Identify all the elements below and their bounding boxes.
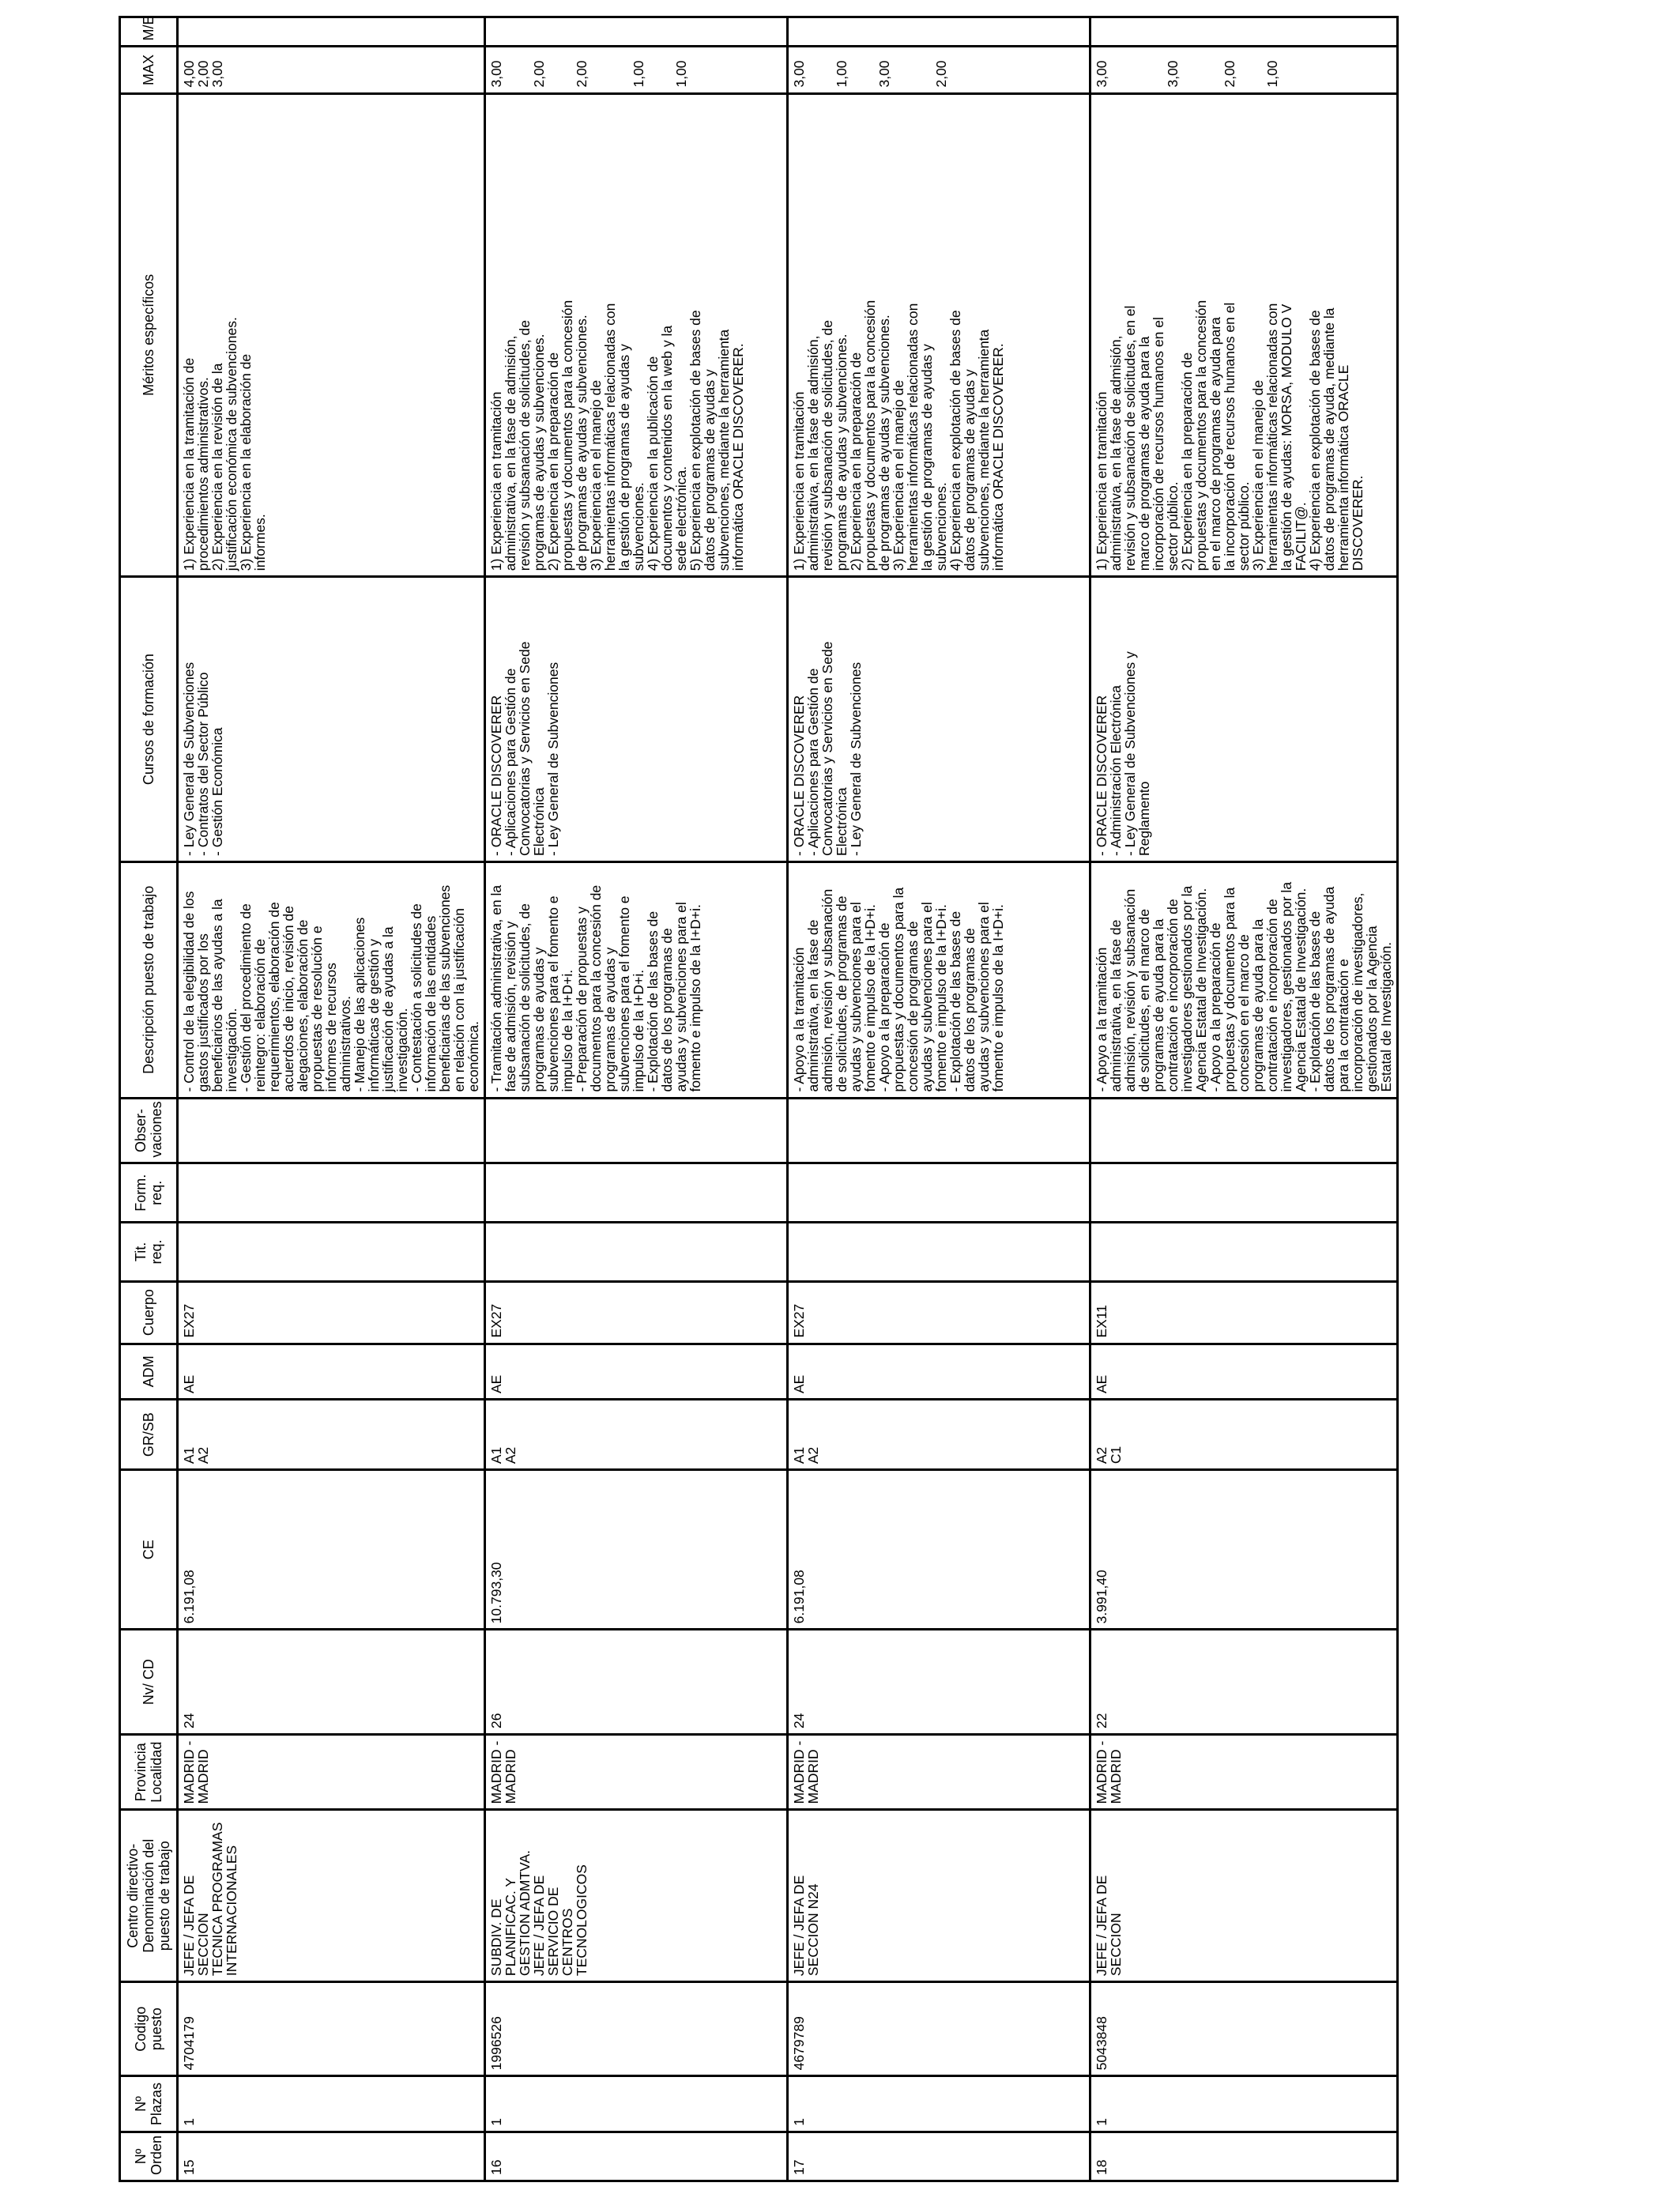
col-header-ce: CE (120, 1470, 178, 1630)
cell-descripcion: - Tramitación administrativa, en la fase de admisión, revisión y subsanación de solicitudes, de programas de ayudas y subvenciones para el fomento e impulso de la I+D+i. - Preparación de propuestas y documentos para la concesión de programas de ayudas y subvenciones para el fomento e impulso de la I+D+i. - Explotación de las bases de datos de los programas de ayudas y subvenciones para el fomento e impulso de la I+D+i. (485, 861, 788, 1098)
cell-meritos: 1) Experiencia en tramitación administrativa, en la fase de admisión, revisión y subsanación de solicitudes, de programas de ayudas y subvenciones. 2) Experiencia en la preparación de propuestas y documentos para la concesión de programas de ayudas y subvenciones. 3) Experiencia en el manejo de herramientas informáticas relacionadas con la gestión de programas de ayudas y subvenciones. 4) Experiencia en explotación de bases de datos de programas de ayudas y subvenciones, mediante la herramienta informática ORACLE DISCOVERER. (788, 93, 1090, 577)
cell-adm: AE (1090, 1344, 1398, 1399)
cell-descripcion: - Apoyo a la tramitación administrativa, en la fase de admisión, revisión y subsanación de solicitudes, de programas de ayudas y subvenciones para el fomento e impulso de la I+D+i. - Apoyo a la preparación de propuestas y documentos para la concesión de programas de ayudas y subvenciones para el fomento e impulso de la I+D+i. - Explotación de las bases de datos de los programas de ayudas y subvenciones para el fomento e impulso de la I+D+i. (788, 861, 1090, 1098)
col-header-tit: Tit. req. (120, 1223, 178, 1282)
cell-nivel: 24 (178, 1630, 485, 1735)
cell-form (788, 1163, 1090, 1223)
cell-provincia: MADRID - MADRID (788, 1735, 1090, 1810)
cell-provincia: MADRID - MADRID (485, 1735, 788, 1810)
cell-grsb: A1 A2 (178, 1400, 485, 1470)
cell-centro: JEFE / JEFA DE SECCION N24 (788, 1810, 1090, 1982)
cell-ce: 10.793,30 (485, 1470, 788, 1630)
cell-meritos: 1) Experiencia en tramitación administrativa, en la fase de admisión, revisión y subsanación de solicitudes, en el marco de programas de ayuda para la incorporación de recursos humanos en el sector público. 2) Experiencia en la preparación de propuestas y documentos para la concesión en el marco de programas de ayuda para la incorporación de recursos humanos en el sector público. 3) Experiencia en el manejo de herramientas informáticas relacionadas con la gestión de ayudas: MORSA, MODULO V FACILIT@. 4) Experiencia en explotación de bases de datos de programas de ayuda, mediante la herramienta informática ORACLE DISCOVERER. (1090, 93, 1398, 577)
table-row (178, 17, 485, 2181)
col-header-centro: Centro directivo- Denominación del puesto de trabajo (120, 1810, 178, 1982)
cell-grsb: A1 A2 (788, 1400, 1090, 1470)
cell-codigo: 1996526 (485, 1982, 788, 2076)
cell-obs (178, 1098, 485, 1163)
cell-orden: 16 (485, 2132, 788, 2181)
col-header-orden: Nº Orden (120, 2132, 178, 2181)
cell-tit (788, 1223, 1090, 1282)
cell-max: 3,00 1,00 3,00 2,00 (788, 47, 1090, 93)
col-header-form: Form. req. (120, 1163, 178, 1223)
col-header-codigo: Codigo puesto (120, 1982, 178, 2076)
cell-provincia: MADRID - MADRID (178, 1735, 485, 1810)
cell-nivel: 24 (788, 1630, 1090, 1735)
cell-max: 3,00 3,00 2,00 1,00 (1090, 47, 1398, 93)
table-row (788, 17, 1090, 2181)
cell-cursos: - ORACLE DISCOVERER - Administración Electrónica - Ley General de Subvenciones y Reglamento (1090, 577, 1398, 862)
cell-obs (788, 1098, 1090, 1163)
col-header-me: M/E (120, 17, 178, 47)
cell-codigo: 5043848 (1090, 1982, 1398, 2076)
cell-me (1090, 17, 1398, 47)
cell-descripcion: - Control de la elegibilidad de los gastos justificados por los beneficiarios de las ayudas a la investigación. - Gestión del procedimiento de reintegro: elaboración de requerimientos, elaboración de acuerdos de inicio, revisión de alegaciones, elaboración de propuestas de resolución e informes de recursos administrativos. - Manejo de las aplicaciones informáticas de gestión y justificación de ayudas a la investigación. - Contestación a solicitudes de información de las entidades beneficiarias de las subvenciones en relación con la justificación económica. (178, 861, 485, 1098)
cell-codigo: 4704179 (178, 1982, 485, 2076)
cell-me (485, 17, 788, 47)
cell-plazas: 1 (178, 2076, 485, 2132)
cell-ce: 6.191,08 (178, 1470, 485, 1630)
job-positions-table (119, 16, 1399, 2182)
cell-me (178, 17, 485, 47)
col-header-plazas: Nº Plazas (120, 2076, 178, 2132)
cell-cuerpo: EX27 (178, 1281, 485, 1344)
cell-centro: SUBDIV. DE PLANIFICAC. Y GESTION ADMTVA. JEFE / JEFA DE SERVICIO DE CENTROS TECNOLOGICOS (485, 1810, 788, 1982)
cell-provincia: MADRID - MADRID (1090, 1735, 1398, 1810)
cell-adm: AE (178, 1344, 485, 1399)
cell-me (788, 17, 1090, 47)
cell-codigo: 4679789 (788, 1982, 1090, 2076)
cell-form (1090, 1163, 1398, 1223)
col-header-obs: Obser- vaciones (120, 1098, 178, 1163)
cell-nivel: 22 (1090, 1630, 1398, 1735)
cell-cursos: - ORACLE DISCOVERER - Aplicaciones para Gestión de Convocatorias y Servicios en Sede Electrónica - Ley General de Subvenciones (788, 577, 1090, 862)
table-row (1090, 17, 1398, 2181)
col-header-descripcion: Descripción puesto de trabajo (120, 861, 178, 1098)
cell-tit (485, 1223, 788, 1282)
cell-obs (1090, 1098, 1398, 1163)
cell-grsb: A1 A2 (485, 1400, 788, 1470)
cell-max: 4,00 2,00 3,00 (178, 47, 485, 93)
header-row (120, 17, 178, 2181)
col-header-cursos: Cursos de formación (120, 577, 178, 862)
cell-meritos: 1) Experiencia en la tramitación de procedimientos administrativos. 2) Experiencia en la revisión de la justificación económica de subvenciones. 3) Experiencia en la elaboración de informes. (178, 93, 485, 577)
cell-cursos: - ORACLE DISCOVERER - Aplicaciones para Gestión de Convocatorias y Servicios en Sede Electrónica - Ley General de Subvenciones (485, 577, 788, 862)
cell-form (178, 1163, 485, 1223)
col-header-meritos: Méritos específicos (120, 93, 178, 577)
cell-plazas: 1 (485, 2076, 788, 2132)
col-header-nivel: Nv/ CD (120, 1630, 178, 1735)
cell-orden: 17 (788, 2132, 1090, 2181)
cell-nivel: 26 (485, 1630, 788, 1735)
col-header-provincia: Provincia Localidad (120, 1735, 178, 1810)
cell-cuerpo: EX11 (1090, 1281, 1398, 1344)
cell-plazas: 1 (788, 2076, 1090, 2132)
cell-tit (1090, 1223, 1398, 1282)
table-row (485, 17, 788, 2181)
cell-form (485, 1163, 788, 1223)
cell-ce: 3.991,40 (1090, 1470, 1398, 1630)
cell-cuerpo: EX27 (485, 1281, 788, 1344)
cell-obs (485, 1098, 788, 1163)
cell-orden: 18 (1090, 2132, 1398, 2181)
cell-centro: JEFE / JEFA DE SECCION TECNICA PROGRAMAS INTERNACIONALES (178, 1810, 485, 1982)
cell-max: 3,00 2,00 2,00 1,00 1,00 (485, 47, 788, 93)
cell-grsb: A2 C1 (1090, 1400, 1398, 1470)
col-header-max: MAX (120, 47, 178, 93)
cell-orden: 15 (178, 2132, 485, 2181)
cell-cuerpo: EX27 (788, 1281, 1090, 1344)
col-header-grsb: GR/SB (120, 1400, 178, 1470)
cell-adm: AE (788, 1344, 1090, 1399)
cell-meritos: 1) Experiencia en tramitación administrativa, en la fase de admisión, revisión y subsanación de solicitudes, de programas de ayudas y subvenciones. 2) Experiencia en la preparación de propuestas y documentos para la concesión de programas de ayudas y subvenciones. 3) Experiencia en el manejo de herramientas informáticas relacionadas con la gestión de programas de ayudas y subvenciones. 4) Experiencia en la publicación de documentos y contenidos en la web y la sede electrónica. 5) Experiencia en explotación de bases de datos de programas de ayudas y subvenciones, mediante la herramienta informática ORACLE DISCOVERER. (485, 93, 788, 577)
cell-centro: JEFE / JEFA DE SECCION (1090, 1810, 1398, 1982)
cell-ce: 6.191,08 (788, 1470, 1090, 1630)
cell-tit (178, 1223, 485, 1282)
cell-adm: AE (485, 1344, 788, 1399)
cell-cursos: - Ley General de Subvenciones - Contratos del Sector Público - Gestión Económica (178, 577, 485, 862)
cell-plazas: 1 (1090, 2076, 1398, 2132)
col-header-cuerpo: Cuerpo (120, 1281, 178, 1344)
col-header-adm: ADM (120, 1344, 178, 1399)
cell-descripcion: - Apoyo a la tramitación administrativa, en la fase de admisión, revisión y subsanación de solicitudes, en el marco de programas de ayuda para la contratación e incorporación de investigadores gestionados por la Agencia Estatal de Investigación. - Apoyo a la preparación de propuestas y documentos para la concesión en el marco de programas de ayuda para la contratación e incorporación de investigadores, gestionados por la Agencia Estatal de Investigación. - Explotación de las bases de datos de los programas de ayuda para la contratación e incorporación de investigadores, gestionados por la Agencia Estatal de Investigación. (1090, 861, 1398, 1098)
